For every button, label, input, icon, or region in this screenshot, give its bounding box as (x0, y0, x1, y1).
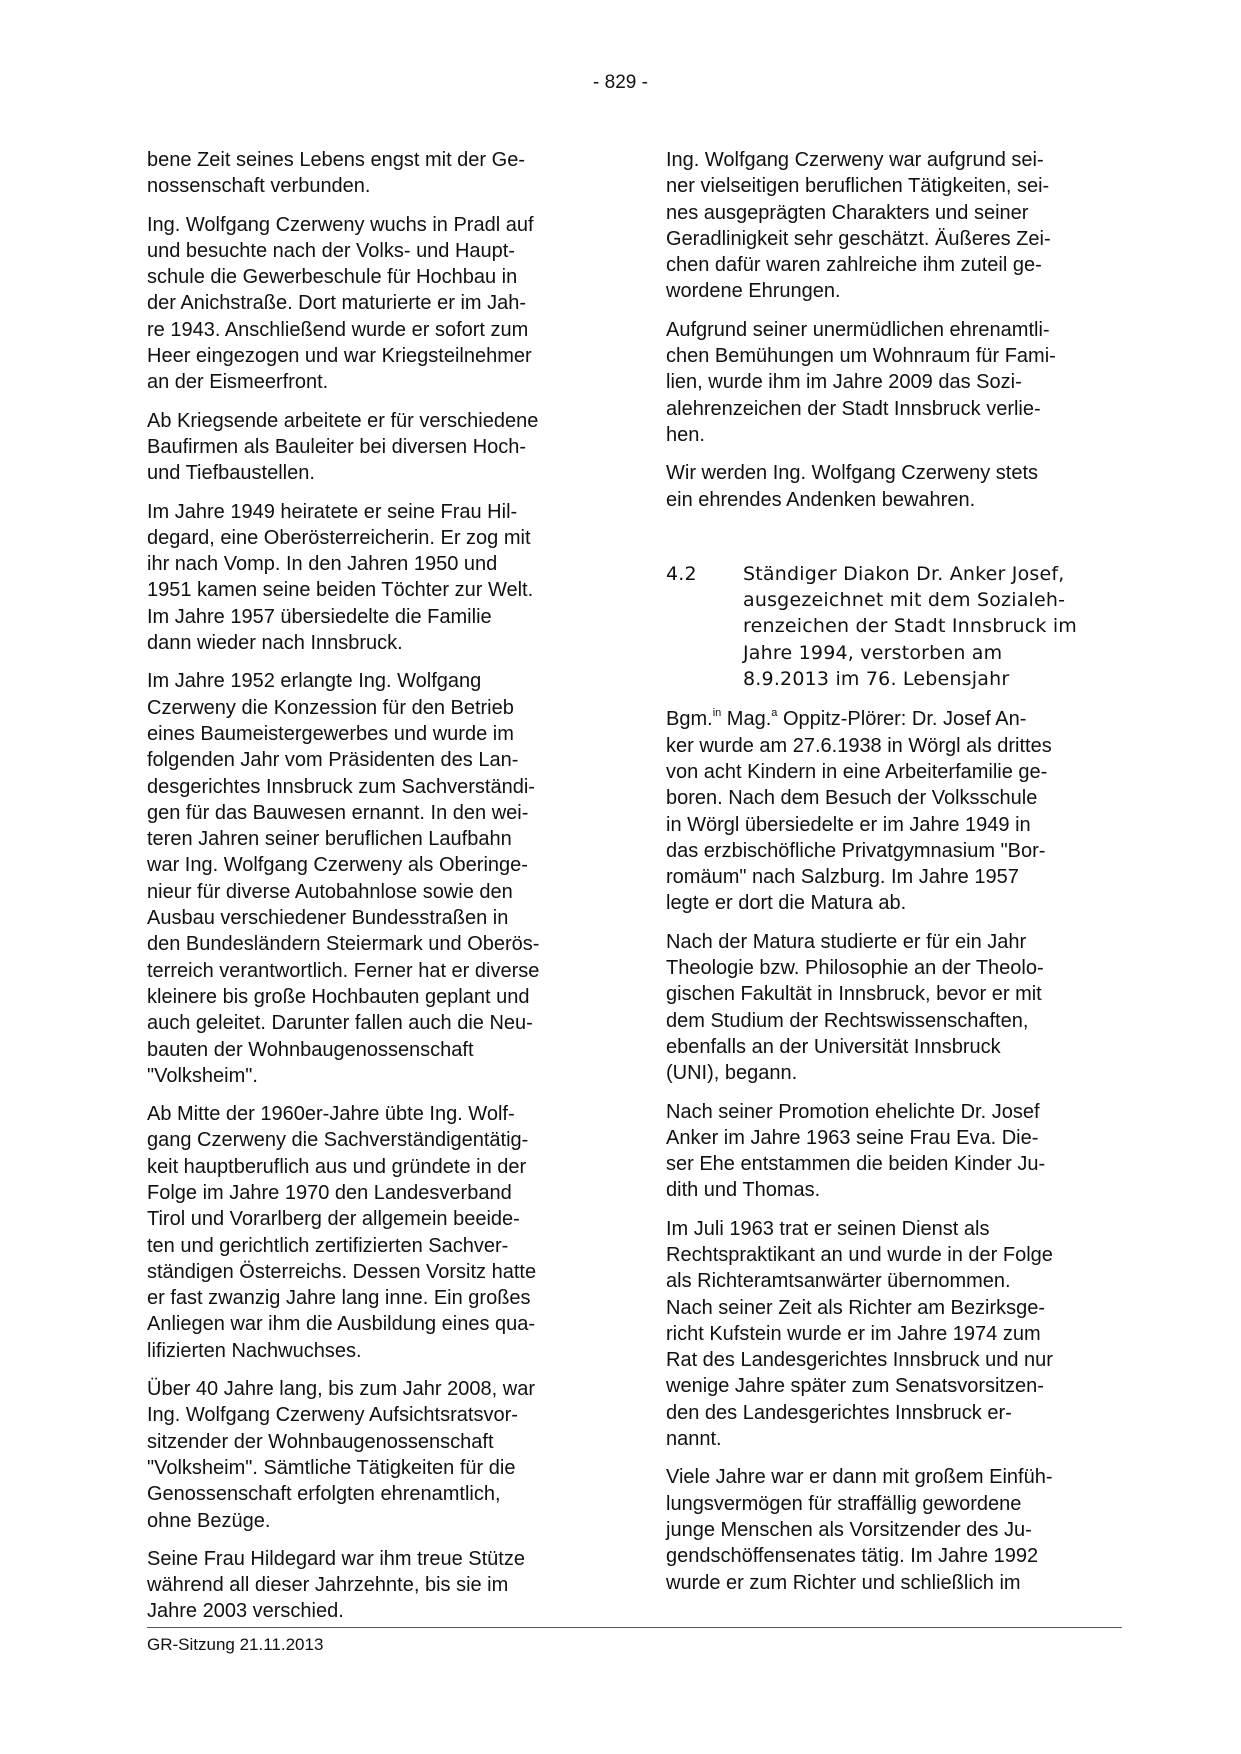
left-column (147, 147, 602, 1637)
speaker-title-mag: Mag. (721, 708, 772, 731)
paragraph: Seine Frau Hildegard war ihm treue Stütze während all dieser Jahrzehnte, bis sie im Jahre 2003 verschied. (147, 1547, 525, 1623)
speaker-text: Dr. Josef An- ker wurde am 27.6.1938 in Wörgl als drittes von acht Kindern in eine Arbeiterfamilie ge- boren. Nach dem Besuch der Volksschule in Wörgl übersiedelte er im Jahre 1949 in das erzbischöfliche Privatgymnasium "Bor- romäum" nach Salzburg. Im Jahre 1957 legte er dort die Matura ab. (666, 708, 1052, 915)
paragraph: Im Jahre 1952 erlangte Ing. Wolfgang Czerweny die Konzession für den Betrieb eines Baumeistergewerbes und wurde im folgenden Jahr vom Präsidenten des Lan- desgerichtes Innsbruck zum Sachverständi- gen für das Bauwesen ernannt. In den wei- teren Jahren seiner beruflichen Laufbahn war Ing. Wolfgang Czerweny als Oberinge- nieur für diverse Autobahnlose sowie den Ausbau verschiedener Bundesstraßen in den Bundesländern Steiermark und Oberös- terreich verantwortlich. Ferner hat er diverse kleinere bis große Hochbauten geplant und auch geleitet. Darunter fallen auch die Neu- bauten der Wohnbaugenossenschaft "Volksheim". (147, 670, 540, 1087)
paragraph: Ing. Wolfgang Czerweny war aufgrund sei- ner vielseitigen beruflichen Tätigkeiten, sei- nes ausgeprägten Charakters und seiner Geradlinigkeit sehr geschätzt. Äußeres Zei- chen dafür waren zahlreiche ihm zuteil ge- wordene Ehrungen. (666, 149, 1051, 303)
paragraph: Nach der Matura studierte er für ein Jahr Theologie bzw. Philosophie an der Theolo- gischen Fakultät in Innsbruck, bevor er mit dem Studium der Rechtswissenschaften, ebenfalls an der Universität Innsbruck (UNI), begann. (666, 930, 1044, 1085)
page-number: - 829 - (593, 72, 648, 93)
paragraph: Ab Mitte der 1960er-Jahre übte Ing. Wolf- gang Czerweny die Sachverständigentätig- keit hauptberuflich aus und gründete in der Folge im Jahre 1970 den Landesverband Tirol und Vorarlberg der allgemein beeide- ten und gerichtlich zertifizierten Sachver- ständigen Österreichs. Dessen Vorsitz hatte er fast zwanzig Jahre lang inne. Ein großes Anliegen war ihm die Ausbildung eines qua- lifizierten Nachwuchses. (147, 1103, 537, 1362)
paragraph: Im Juli 1963 trat er seinen Dienst als Rechtspraktikant an und wurde in der Folge als Richteramtsanwärter übernommen. Nach seiner Zeit als Richter am Bezirksge- richt Kufstein wurde er im Jahre 1974 zum Rat des Landesgerichtes Innsbruck und nur wenige Jahre später zum Senatsvorsitzen- den des Landesgerichtes Innsbruck er- nannt. (666, 1217, 1053, 1451)
footer-text: GR-Sitzung 21.11.2013 (147, 1635, 324, 1654)
speaker-title-bgm: Bgm. (666, 708, 713, 731)
paragraph: Über 40 Jahre lang, bis zum Jahr 2008, war Ing. Wolfgang Czerweny Aufsichtsratsvor- sitzender der Wohnbaugenossenschaft "Volksheim". Sämtliche Tätigkeiten für die Genossenschaft erfolgten ehrenamtlich, ohne Bezüge. (147, 1378, 535, 1532)
paragraph: Wir werden Ing. Wolfgang Czerweny stets ein ehrendes Andenken bewahren. (666, 462, 1039, 511)
section-heading (666, 561, 1126, 692)
section-number: 4.2 (666, 562, 697, 585)
speaker-paragraph (666, 706, 1126, 916)
right-column (666, 147, 1126, 1608)
speaker-title-mag-sup: a (771, 707, 778, 720)
paragraph: Aufgrund seiner unermüdlichen ehrenamtli- chen Bemühungen um Wohnraum für Fami- lien, wurde ihm im Jahre 2009 das Sozi- alehrenzeichen der Stadt Innsbruck verlie- hen. (666, 318, 1056, 446)
paragraph: Ing. Wolfgang Czerweny wuchs in Pradl auf und besuchte nach der Volks- und Haupt- schule die Gewerbeschule für Hochbau in der Anichstraße. Dort maturierte er im Jah- re 1943. Anschließend wurde er sofort zum Heer eingezogen und war Kriegsteilnehmer an der Eismeerfront. (147, 213, 534, 394)
footer-rule (147, 1627, 1122, 1628)
section-title: Ständiger Diakon Dr. Anker Josef, ausgezeichnet mit dem Sozialeh- renzeichen der Stadt Innsbruck im Jahre 1994, verstorben am 8.9.2013 im 76. Lebensjahr (743, 562, 1078, 691)
paragraph: bene Zeit seines Lebens engst mit der Ge- nossenschaft verbunden. (147, 149, 525, 198)
speaker-title-bgm-sup: in (712, 707, 722, 720)
paragraph: Viele Jahre war er dann mit großem Einfüh- lungsvermögen für straffällig gewordene junge Menschen als Vorsitzender des Ju- gendschöffensenates tätig. Im Jahre 1992 wurde er zum Richter und schließlich im (666, 1466, 1053, 1594)
paragraph: Nach seiner Promotion ehelichte Dr. Josef Anker im Jahre 1963 seine Frau Eva. Die- ser Ehe entstammen die beiden Kinder Ju- dith und Thomas. (666, 1100, 1046, 1202)
paragraph: Im Jahre 1949 heiratete er seine Frau Hil- degard, eine Oberösterreicherin. Er zog mit ihr nach Vomp. In den Jahren 1950 und 1951 kamen seine beiden Töchter zur Welt. Im Jahre 1957 übersiedelte die Familie dann wieder nach Innsbruck. (147, 500, 534, 655)
speaker-name: Oppitz-Plörer: (777, 708, 907, 731)
paragraph: Ab Kriegsende arbeitete er für verschiedene Baufirmen als Bauleiter bei diversen Hoch- und Tiefbaustellen. (147, 409, 539, 485)
